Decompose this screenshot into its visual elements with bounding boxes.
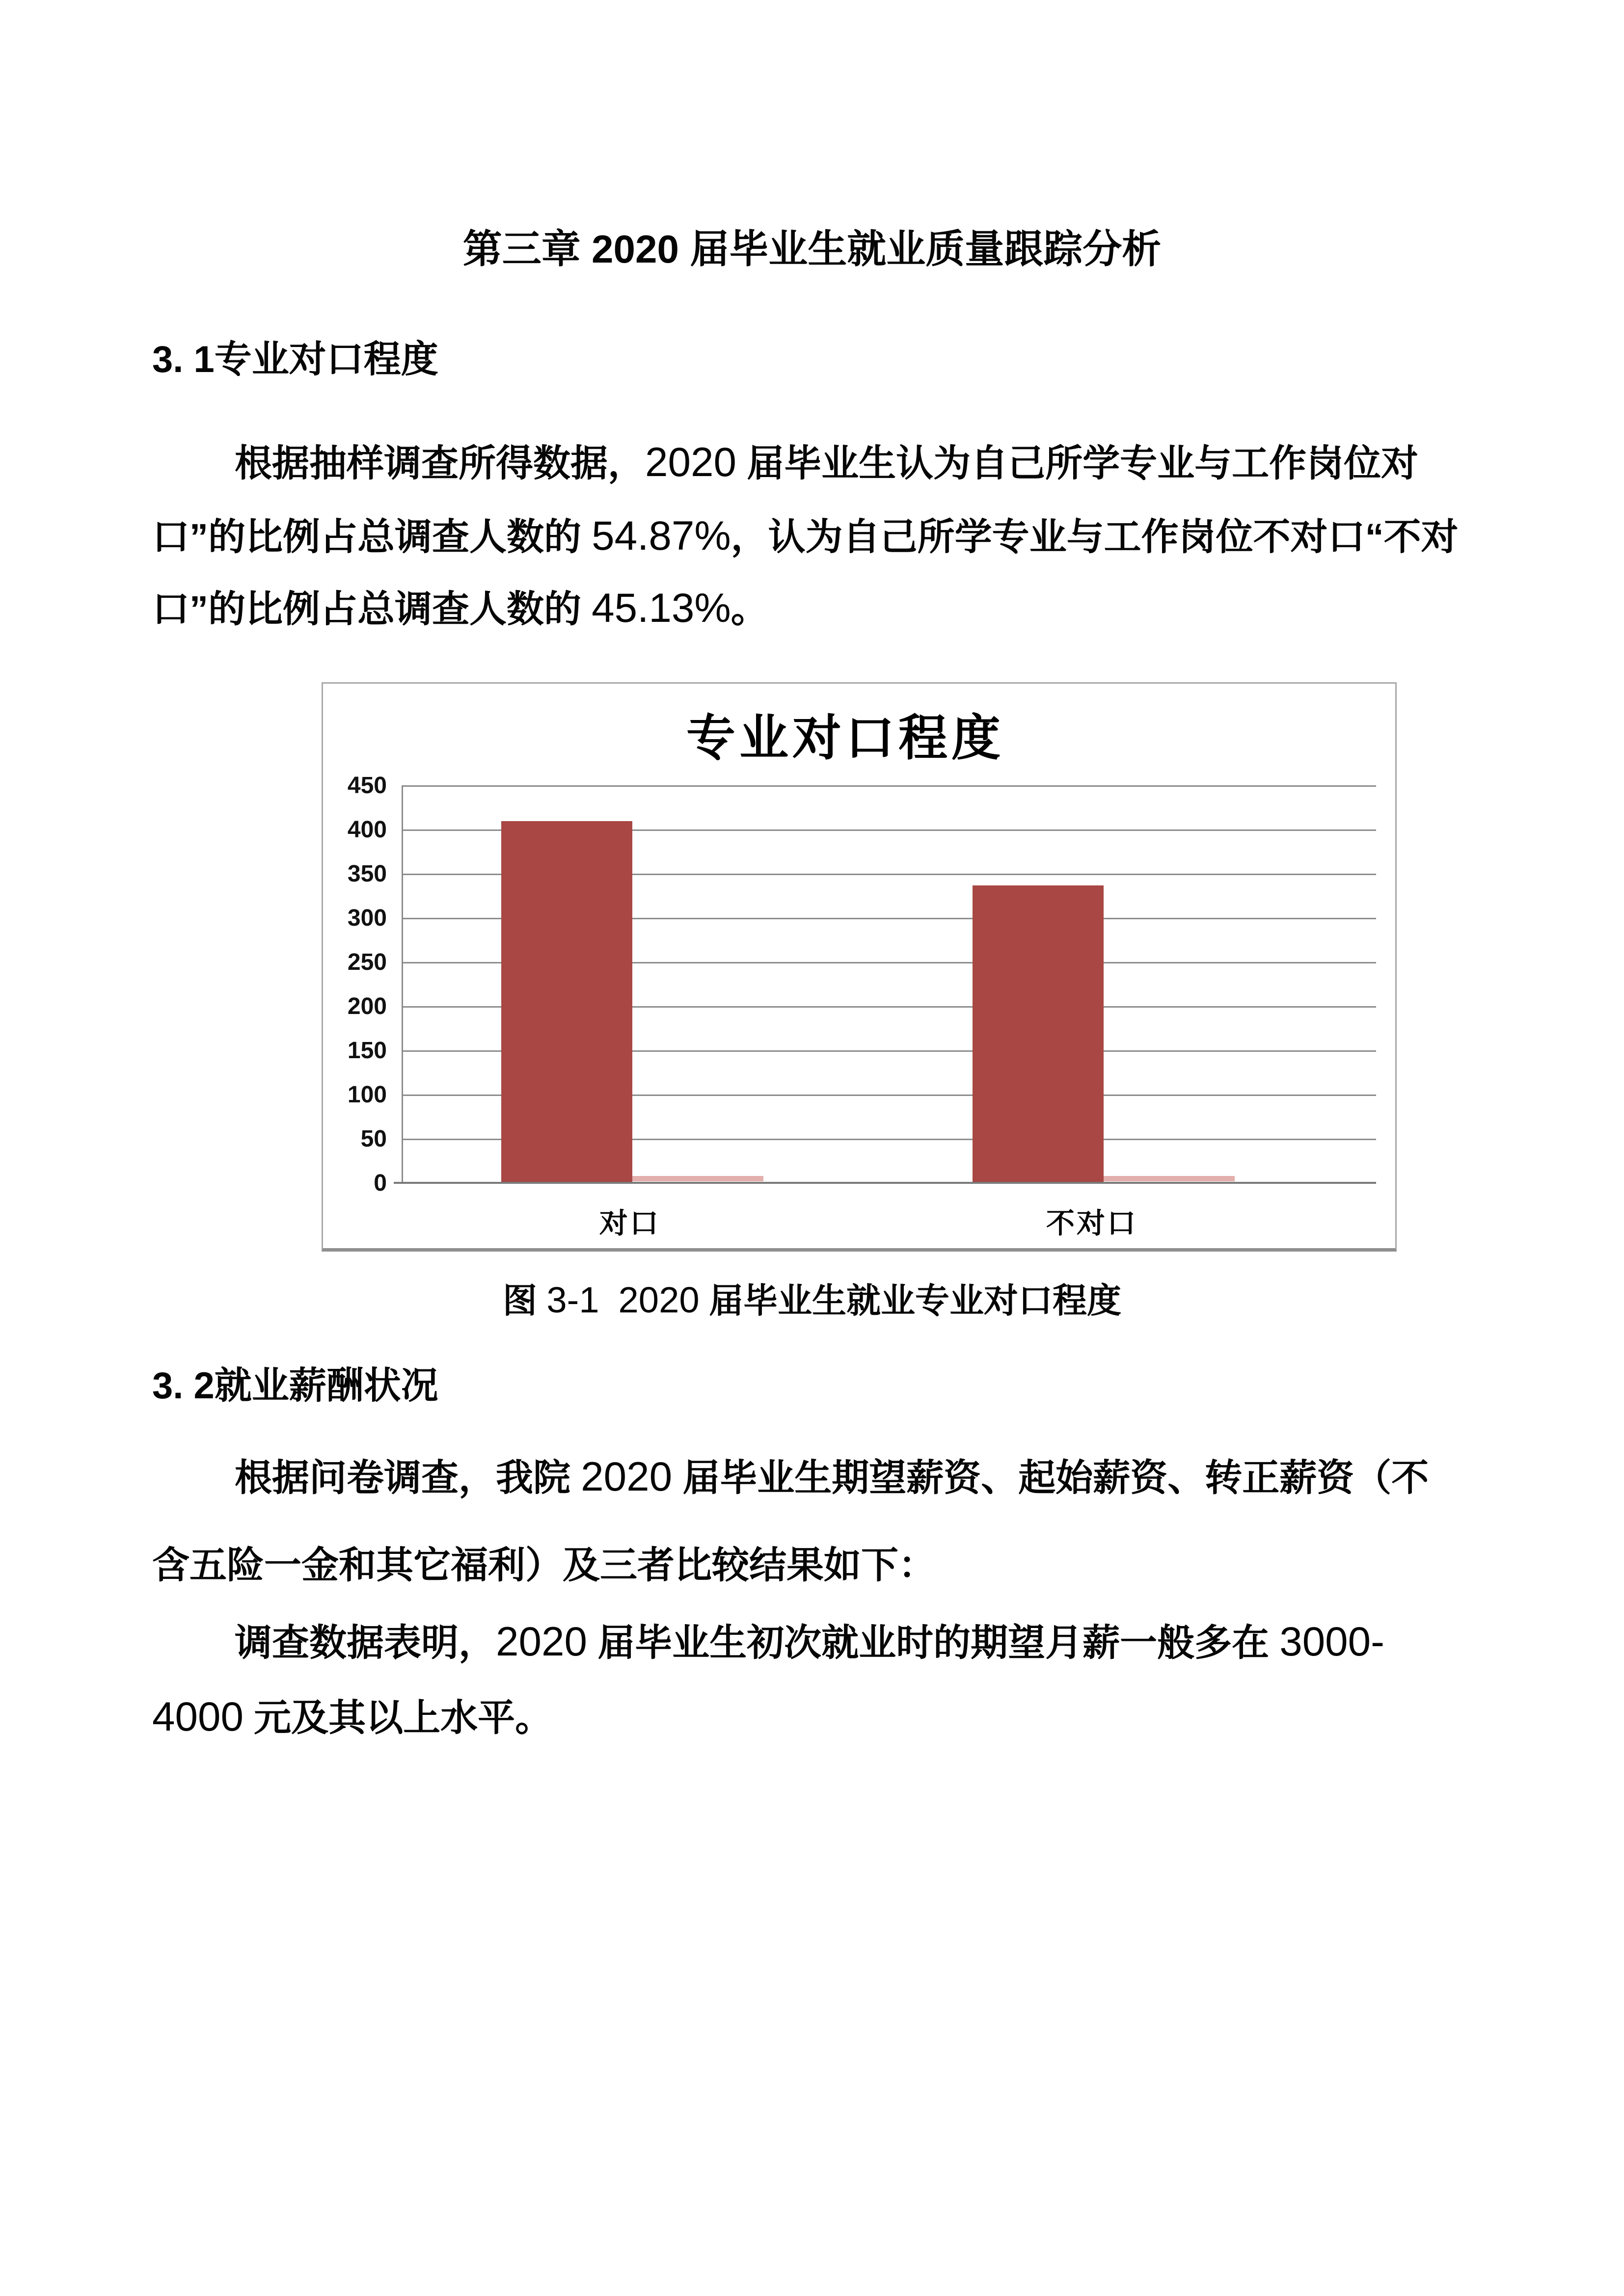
x-axis-line	[394, 1182, 1376, 1184]
gridline	[402, 785, 1376, 787]
figure-caption: 图 3-1 2020 届毕业生就业专业对口程度	[502, 1280, 1122, 1320]
latin-text: 2	[193, 1365, 215, 1407]
y-axis-label: 200	[347, 993, 387, 1019]
latin-text: 2020	[592, 227, 679, 271]
y-axis-line	[402, 786, 403, 1183]
y-axis-label: 100	[347, 1082, 387, 1108]
y-axis-label: 350	[347, 861, 387, 887]
bar-shadow	[1104, 1176, 1235, 1181]
section-3-2-heading: 3. 2就业薪酬状况	[152, 1365, 438, 1407]
y-axis-label: 0	[374, 1170, 387, 1196]
latin-text: 4000	[152, 1693, 244, 1739]
x-axis-label: 对口	[599, 1207, 660, 1239]
latin-text: 2020	[496, 1618, 587, 1664]
chapter-title: 第三章 2020 届毕业生就业质量跟踪分析	[462, 227, 1162, 271]
latin-text: 3.	[152, 339, 184, 380]
latin-text: 2020	[645, 439, 736, 485]
bar-shadow	[632, 1176, 763, 1181]
paragraph-line: 口”的比例占总调查人数的 54.87%，认为自己所学专业与工作岗位不对口“不对	[152, 512, 1459, 559]
chart-bar	[973, 885, 1104, 1183]
latin-text: 2020	[618, 1280, 700, 1320]
x-axis-label: 不对口	[1046, 1207, 1137, 1239]
latin-text: 45.13%	[592, 585, 731, 631]
latin-text: 2020	[581, 1453, 673, 1499]
y-axis-label: 50	[360, 1126, 387, 1152]
latin-text: 3000-	[1279, 1618, 1385, 1664]
latin-text: 54.87%	[592, 512, 731, 559]
paragraph-line: 调查数据表明，2020 届毕业生初次就业时的期望月薪一般多在 3000-	[235, 1618, 1385, 1664]
chart-title: 专业对口程度	[686, 711, 1004, 766]
y-axis-label: 400	[347, 817, 387, 843]
latin-text: 1	[193, 339, 215, 380]
paragraph-line: 根据问卷调查，我院 2020 届毕业生期望薪资、起始薪资、转正薪资（不	[235, 1453, 1429, 1499]
latin-text: 3-1	[546, 1280, 599, 1320]
y-axis-label: 300	[347, 905, 387, 931]
chart-plot	[347, 773, 1376, 1239]
paragraph-line: 口”的比例占总调查人数的 45.13%。	[152, 585, 768, 631]
chart-bar	[501, 821, 632, 1183]
y-axis-label: 150	[347, 1038, 387, 1064]
paragraph-line: 含五险一金和其它福利）及三者比较结果如下：	[152, 1545, 936, 1586]
section-3-1-heading: 3. 1专业对口程度	[152, 339, 438, 380]
bar-chart	[322, 682, 1397, 1252]
y-axis-label: 250	[347, 949, 387, 975]
paragraph-line: 4000 元及其以上水平。	[152, 1693, 553, 1739]
y-axis-label: 450	[347, 773, 387, 799]
latin-text: 3.	[152, 1365, 184, 1407]
paragraph-line: 根据抽样调查所得数据，2020 届毕业生认为自己所学专业与工作岗位对	[235, 439, 1419, 485]
